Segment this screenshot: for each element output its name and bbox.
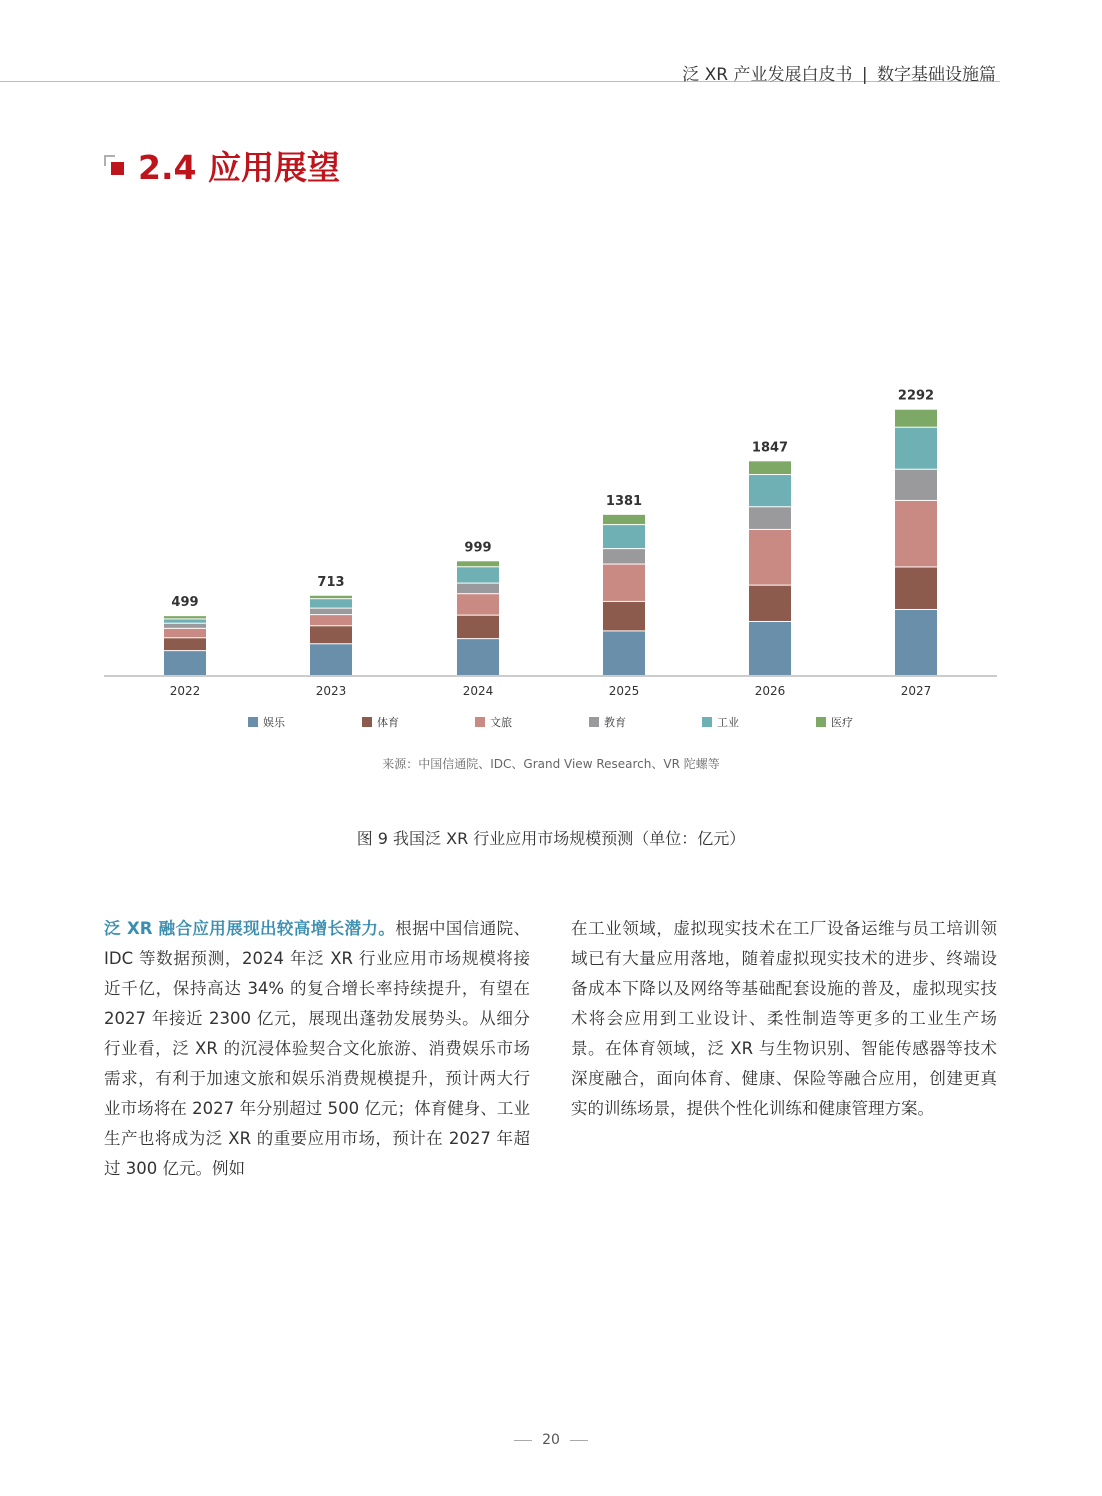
bar-segment-2023-娱乐 — [310, 644, 352, 675]
bar-segment-2025-文旅 — [603, 565, 645, 601]
legend-label-工业: 工业 — [717, 716, 739, 729]
bar-segment-2024-文旅 — [457, 594, 499, 614]
bar-segment-2023-医疗 — [310, 596, 352, 598]
legend-label-医疗: 医疗 — [831, 716, 853, 729]
x-tick-2026: 2026 — [754, 684, 786, 698]
bar-segment-2027-娱乐 — [895, 610, 937, 675]
bar-segment-2024-教育 — [457, 584, 499, 594]
body-column-right — [571, 914, 997, 1124]
legend-label-教育: 教育 — [604, 716, 626, 729]
bar-segment-2022-工业 — [164, 619, 206, 622]
bar-segment-2022-教育 — [164, 624, 206, 628]
bar-segment-2023-体育 — [310, 626, 352, 643]
bar-segment-2025-娱乐 — [603, 631, 645, 675]
bar-segment-2022-文旅 — [164, 629, 206, 637]
bar-segment-2024-工业 — [457, 567, 499, 582]
legend-swatch-体育 — [362, 717, 372, 727]
body-column-left — [104, 914, 530, 1184]
bar-segment-2025-教育 — [603, 549, 645, 563]
bar-segment-2022-医疗 — [164, 616, 206, 618]
header-separator: | — [861, 65, 868, 85]
figure-caption: 图 9 我国泛 XR 行业应用市场规模预测（单位：亿元） — [356, 829, 746, 848]
bar-segment-2026-医疗 — [749, 461, 791, 474]
bar-segment-2026-文旅 — [749, 530, 791, 585]
legend-label-娱乐: 娱乐 — [263, 716, 285, 729]
section-marker-icon — [104, 155, 126, 177]
bar-segment-2024-体育 — [457, 616, 499, 638]
x-tick-2022: 2022 — [169, 684, 201, 698]
bar-segment-2025-体育 — [603, 602, 645, 630]
bar-segment-2023-教育 — [310, 609, 352, 615]
left-paragraph: 根据中国信通院、IDC 等数据预测，2024 年泛 XR 行业应用市场规模将接近千亿，保持高达 34% 的复合增长率持续提升，有望在 2027 年接近 2300 亿元，展现出蓬勃发展势头。从细分行业看，泛 XR 的沉浸体验契合文化旅游、消费娱乐市场需求，有利于加速文旅和娱乐消费规模提升，预计两大行业市场将在 2027 年分别超过 500 亿元；体育健身、工业生产也将成为泛 XR 的重要应用市场，预计在 2027 年超过 300 亿元。例如 — [104, 919, 530, 1178]
total-label-2027: 2292 — [897, 388, 935, 404]
x-tick-2023: 2023 — [315, 684, 347, 698]
legend-swatch-文旅 — [475, 717, 485, 727]
bar-segment-2027-工业 — [895, 428, 937, 469]
page-number — [0, 1432, 1102, 1448]
total-label-2025: 1381 — [605, 493, 643, 509]
bar-segment-2024-娱乐 — [457, 639, 499, 675]
bar-segment-2023-文旅 — [310, 615, 352, 625]
market-forecast-chart — [0, 240, 1102, 740]
x-tick-2027: 2027 — [900, 684, 932, 698]
bar-segment-2026-娱乐 — [749, 622, 791, 675]
bar-segment-2027-医疗 — [895, 410, 937, 427]
legend-label-体育: 体育 — [377, 716, 399, 729]
x-tick-2025: 2025 — [608, 684, 640, 698]
running-header — [682, 60, 996, 85]
book-title: 泛 XR 产业发展白皮书 — [682, 65, 853, 85]
total-label-2023: 713 — [317, 574, 345, 590]
bar-segment-2023-工业 — [310, 599, 352, 607]
bar-segment-2025-工业 — [603, 525, 645, 548]
bar-segment-2026-工业 — [749, 475, 791, 506]
figure-source: 来源：中国信通院、IDC、Grand View Research、VR 陀螺等 — [382, 757, 720, 771]
bar-segment-2025-医疗 — [603, 515, 645, 524]
page-number-text: 20 — [542, 1432, 560, 1448]
legend-swatch-工业 — [702, 717, 712, 727]
bar-segment-2027-体育 — [895, 567, 937, 609]
bar-segment-2022-体育 — [164, 638, 206, 650]
bar-segment-2024-医疗 — [457, 561, 499, 566]
bar-segment-2022-娱乐 — [164, 651, 206, 675]
bar-segment-2026-体育 — [749, 586, 791, 621]
x-tick-2024: 2024 — [462, 684, 494, 698]
legend-swatch-娱乐 — [248, 717, 258, 727]
total-label-2026: 1847 — [751, 440, 789, 456]
bar-segment-2027-文旅 — [895, 501, 937, 567]
legend-label-文旅: 文旅 — [490, 716, 512, 729]
lead-sentence: 泛 XR 融合应用展现出较高增长潜力。 — [104, 919, 396, 938]
book-subtitle: 数字基础设施篇 — [877, 65, 996, 85]
total-label-2022: 499 — [171, 595, 199, 611]
bar-segment-2026-教育 — [749, 507, 791, 529]
legend-swatch-教育 — [589, 717, 599, 727]
legend-swatch-医疗 — [816, 717, 826, 727]
section-title: 2.4 应用展望 — [138, 148, 340, 187]
total-label-2024: 999 — [464, 540, 492, 556]
right-paragraph: 在工业领域，虚拟现实技术在工厂设备运维与员工培训领域已有大量应用落地，随着虚拟现实技术的进步、终端设备成本下降以及网络等基础配套设施的普及，虚拟现实技术将会应用到工业设计、柔性制造等更多的工业生产场景。在体育领域，泛 XR 与生物识别、智能传感器等技术深度融合，面向体育、健康、保险等融合应用，创建更真实的训练场景，提供个性化训练和健康管理方案。 — [571, 919, 997, 1118]
bar-segment-2027-教育 — [895, 470, 937, 500]
